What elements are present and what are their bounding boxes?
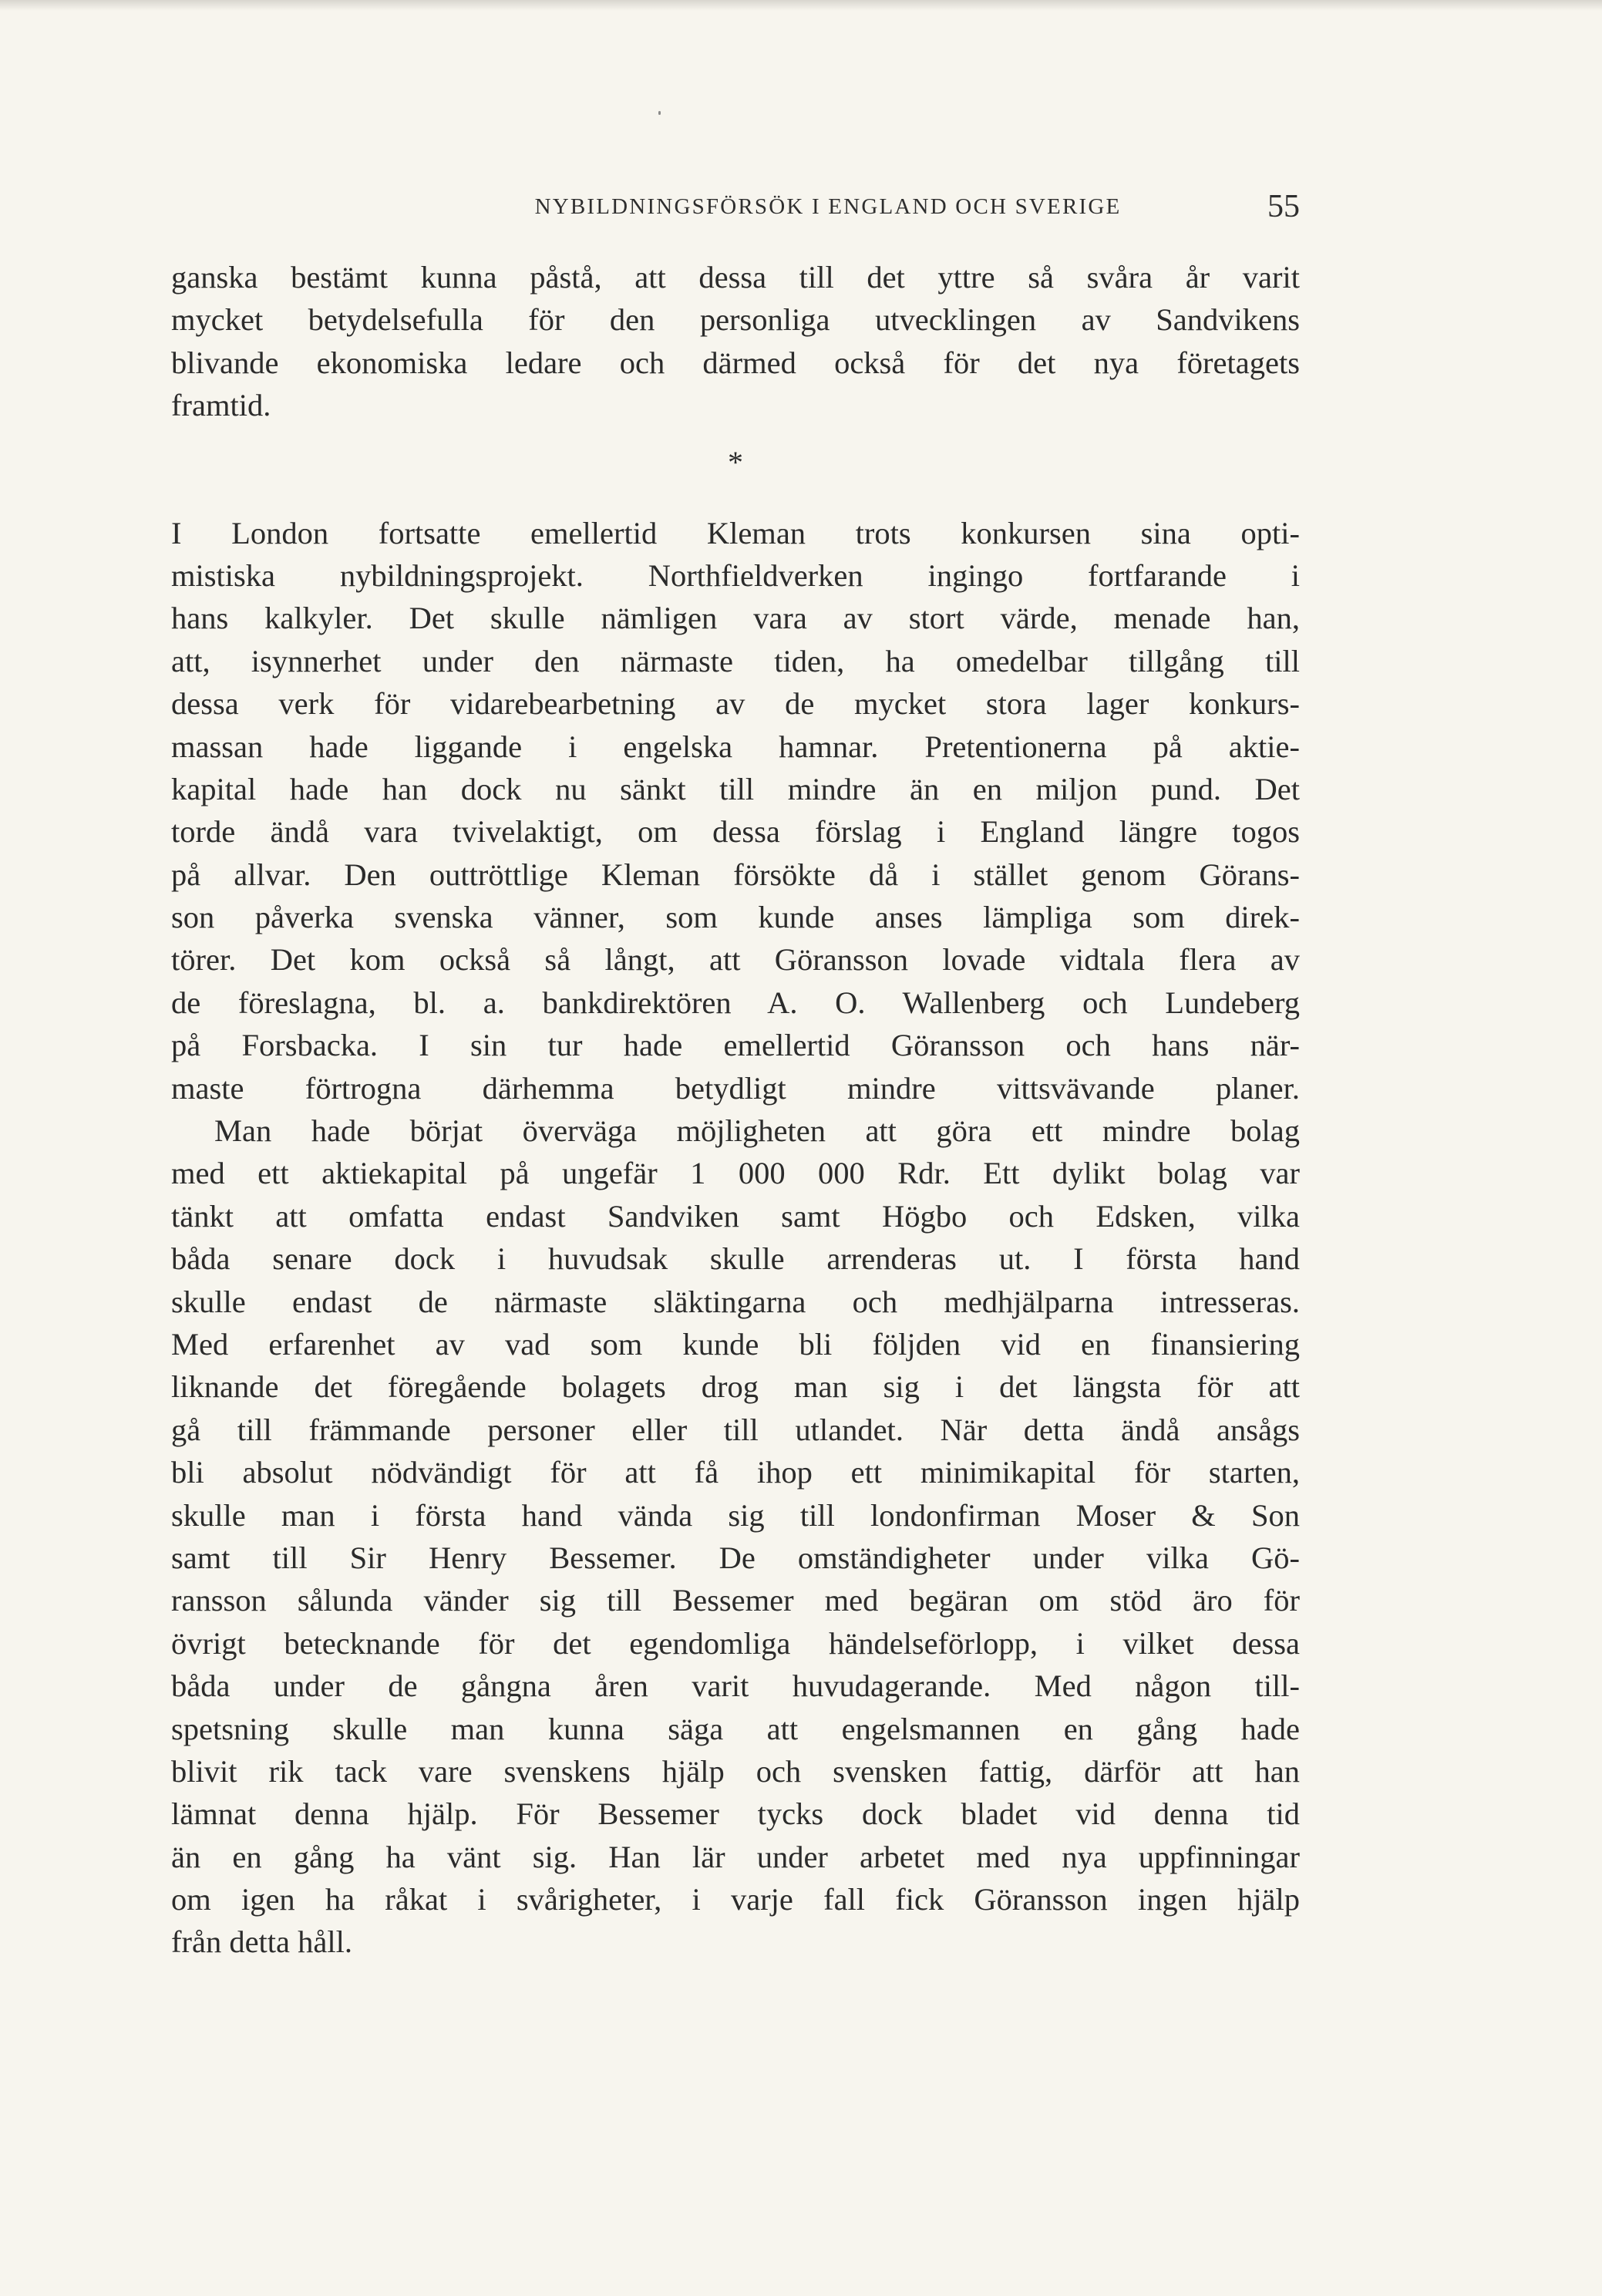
paragraph-2 — [171, 512, 1300, 1109]
text-line: mistiska nybildningsprojekt. Northfieldverken ingingo fortfarande i — [171, 557, 1300, 593]
text-line: törer. Det kom också så långt, att Göransson lovade vidtala flera av — [171, 942, 1300, 978]
text-line: Med erfarenhet av vad som kunde bli följden vid en finansiering — [171, 1326, 1300, 1362]
text-line: gå till främmande personer eller till utlandet. När detta ändå ansågs — [171, 1412, 1300, 1447]
text-line: de föreslagna, bl. a. bankdirektören A. O. Wallenberg och Lundeberg — [171, 985, 1300, 1020]
text-line: ransson sålunda vänder sig till Bessemer med begäran om stöd äro för — [171, 1583, 1300, 1618]
text-line: övrigt betecknande för det egendomliga händelseförlopp, i vilket dessa — [171, 1625, 1300, 1661]
text-line: tänkt att omfatta endast Sandviken samt Högbo och Edsken, vilka — [171, 1198, 1300, 1234]
text-line: I London fortsatte emellertid Kleman trots konkursen sina opti- — [171, 515, 1300, 550]
running-title: NYBILDNINGSFÖRSÖK I ENGLAND OCH SVERIGE — [534, 194, 1122, 219]
text-line: kapital hade han dock nu sänkt till mindre än en miljon pund. Det — [171, 771, 1300, 806]
text-line: om igen ha råkat i svårigheter, i varje fall fick Göransson ingen hjälp — [171, 1882, 1300, 1917]
text-line: spetsning skulle man kunna säga att engelsmannen en gång hade — [171, 1711, 1300, 1746]
text-line: torde ändå vara tvivelaktigt, om dessa förslag i England längre togos — [171, 814, 1300, 850]
text-line: från detta håll. — [171, 1924, 353, 1960]
text-line: med ett aktiekapital på ungefär 1 000 000 Rdr. Ett dylikt bolag var — [171, 1156, 1300, 1191]
body-text — [171, 256, 1300, 1964]
text-line: Man hade börjat överväga möjligheten att göra ett mindre bolag — [214, 1113, 1300, 1149]
text-line: på allvar. Den outtröttlige Kleman försökte då i stället genom Görans- — [171, 857, 1300, 892]
page-number: 55 — [1267, 189, 1300, 224]
text-line: maste förtrogna därhemma betydligt mindre vittsvävande planer. — [171, 1070, 1300, 1106]
running-head — [168, 189, 1300, 228]
text-line: mycket betydelsefulla för den personliga utvecklingen av Sandvikens — [171, 302, 1300, 338]
text-line: skulle endast de närmaste släktingarna och medhjälparna intresseras. — [171, 1284, 1300, 1319]
text-line: hans kalkyler. Det skulle nämligen vara av stort värde, menade han, — [171, 601, 1300, 636]
text-line: båda under de gångna åren varit huvudagerande. Med någon till- — [171, 1668, 1300, 1704]
text-line: massan hade liggande i engelska hamnar. Pretentionerna på aktie- — [171, 729, 1300, 764]
text-line: ganska bestämt kunna påstå, att dessa till det yttre så svåra år varit — [171, 260, 1300, 295]
section-separator-asterisk: * — [728, 444, 743, 480]
text-line: bli absolut nödvändigt för att få ihop ett minimikapital för starten, — [171, 1455, 1300, 1490]
text-line: lämnat denna hjälp. För Bessemer tycks dock bladet vid denna tid — [171, 1796, 1300, 1832]
text-line: liknande det föregående bolagets drog man sig i det längsta för att — [171, 1369, 1300, 1405]
paragraph-1 — [171, 256, 1300, 427]
text-line: blivit rik tack vare svenskens hjälp och svensken fattig, därför att han — [171, 1753, 1300, 1789]
text-line: än en gång ha vänt sig. Han lär under arbetet med nya uppfinningar — [171, 1839, 1300, 1874]
text-line: blivande ekonomiska ledare och därmed också för det nya företagets — [171, 345, 1300, 380]
scan-speck — [658, 111, 661, 115]
scan-top-edge — [0, 0, 1602, 11]
text-line: son påverka svenska vänner, som kunde anses lämpliga som direk- — [171, 900, 1300, 935]
text-line: samt till Sir Henry Bessemer. De omständigheter under vilka Gö- — [171, 1540, 1300, 1575]
text-line: framtid. — [171, 388, 271, 423]
text-line: båda senare dock i huvudsak skulle arrenderas ut. I första hand — [171, 1241, 1300, 1277]
text-line: på Forsbacka. I sin tur hade emellertid Göransson och hans när- — [171, 1028, 1300, 1063]
text-line: dessa verk för vidarebearbetning av de mycket stora lager konkurs- — [171, 686, 1300, 722]
text-line: att, isynnerhet under den närmaste tiden, ha omedelbar tillgång till — [171, 643, 1300, 678]
paragraph-3 — [171, 1109, 1300, 1964]
text-line: skulle man i första hand vända sig till londonfirman Moser & Son — [171, 1497, 1300, 1533]
